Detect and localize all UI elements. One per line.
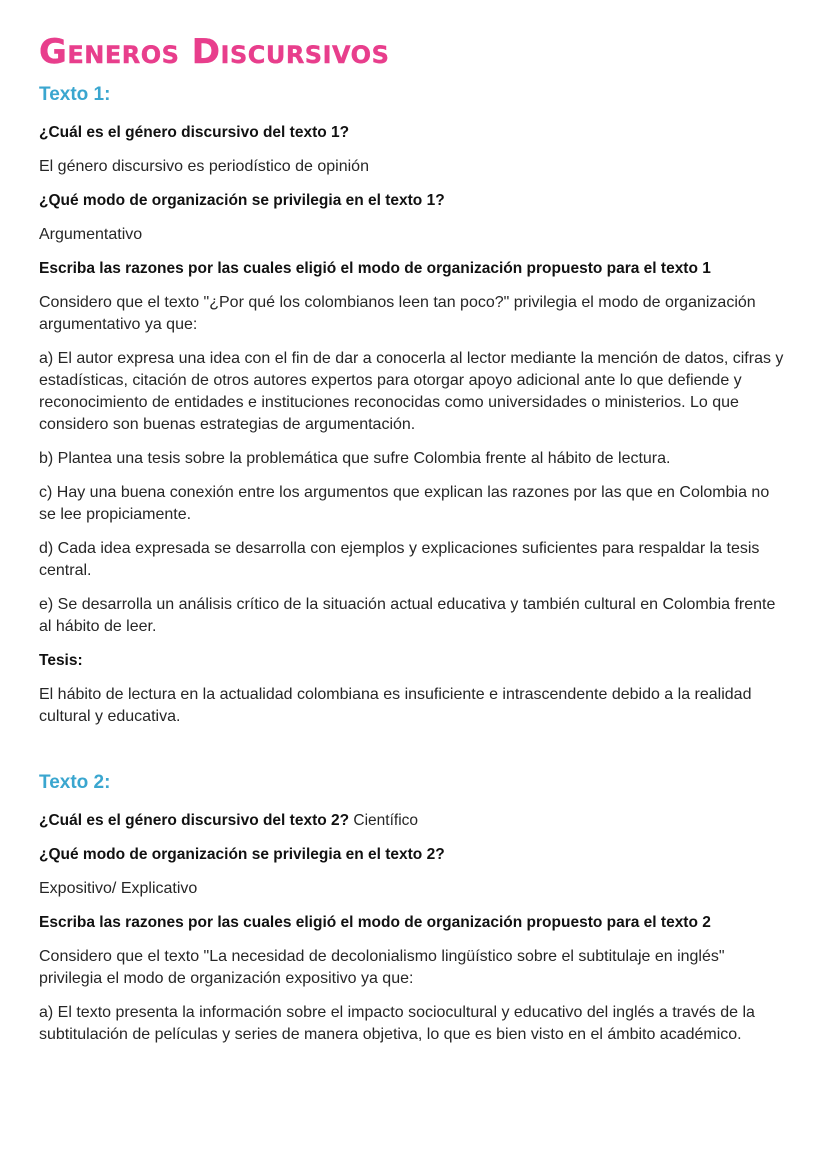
reason-item: c) Hay una buena conexión entre los argumentos que explican las razones por las que en Colombia no se lee propiciamente. (39, 484, 770, 523)
question-reasons-1: Escriba las razones por las cuales eligió el modo de organización propuesto para el texto 1 (39, 260, 711, 277)
section-heading-texto-1: Texto 1: (39, 84, 111, 105)
document-page (39, 30, 789, 1058)
question-mode-2: ¿Qué modo de organización se privilegia en el texto 2? (39, 846, 445, 863)
section-spacer (39, 740, 789, 770)
answer-genre-1: El género discursivo es periodístico de opinión (39, 158, 369, 175)
question-genre-2-text: ¿Cuál es el género discursivo del texto 2? (39, 812, 350, 829)
tesis-label: Tesis: (39, 652, 83, 669)
reason-item: e) Se desarrolla un análisis crítico de la situación actual educativa y también cultural en Colombia frente al hábito de leer. (39, 596, 776, 635)
tesis-text: El hábito de lectura en la actualidad colombiana es insuficiente e intrascendente debido a la realidad cultural y educativa. (39, 686, 752, 725)
question-genre-1: ¿Cuál es el género discursivo del texto 1? (39, 124, 350, 141)
question-reasons-2: Escriba las razones por las cuales eligió el modo de organización propuesto para el texto 2 (39, 914, 711, 931)
answer-mode-2: Expositivo/ Explicativo (39, 880, 198, 897)
reason-item: d) Cada idea expresada se desarrolla con ejemplos y explicaciones suficientes para respaldar la tesis central. (39, 540, 760, 579)
answer-genre-2: Científico (353, 812, 419, 829)
question-genre-2 (39, 810, 789, 832)
section-heading-texto-2: Texto 2: (39, 772, 111, 793)
reason-item: b) Plantea una tesis sobre la problemática que sufre Colombia frente al hábito de lectura. (39, 450, 671, 467)
answer-mode-1: Argumentativo (39, 226, 143, 243)
reasons-intro-2: Considero que el texto "La necesidad de decolonialismo lingüístico sobre el subtitulaje en inglés" privilegia el modo de organización expositivo ya que: (39, 948, 725, 987)
question-mode-1: ¿Qué modo de organización se privilegia en el texto 1? (39, 192, 445, 209)
page-title: Generos Discursivos (39, 32, 390, 72)
reason-item: a) El texto presenta la información sobre el impacto sociocultural y educativo del inglés a través de la subtitulación de películas y series de manera objetiva, lo que es bien visto en el ámbito académico. (39, 1004, 755, 1043)
reasons-intro-1: Considero que el texto "¿Por qué los colombianos leen tan poco?" privilegia el modo de organización argumentativo ya que: (39, 294, 756, 333)
reason-item: a) El autor expresa una idea con el fin de dar a conocerla al lector mediante la mención de datos, cifras y estadísticas, citación de otros autores expertos para otorgar apoyo adicional ante lo que defiende y reconocimiento de entidades e instituciones reconocidas como universidades o ministerios. Lo que considero son buenas estrategias de argumentación. (39, 350, 784, 433)
